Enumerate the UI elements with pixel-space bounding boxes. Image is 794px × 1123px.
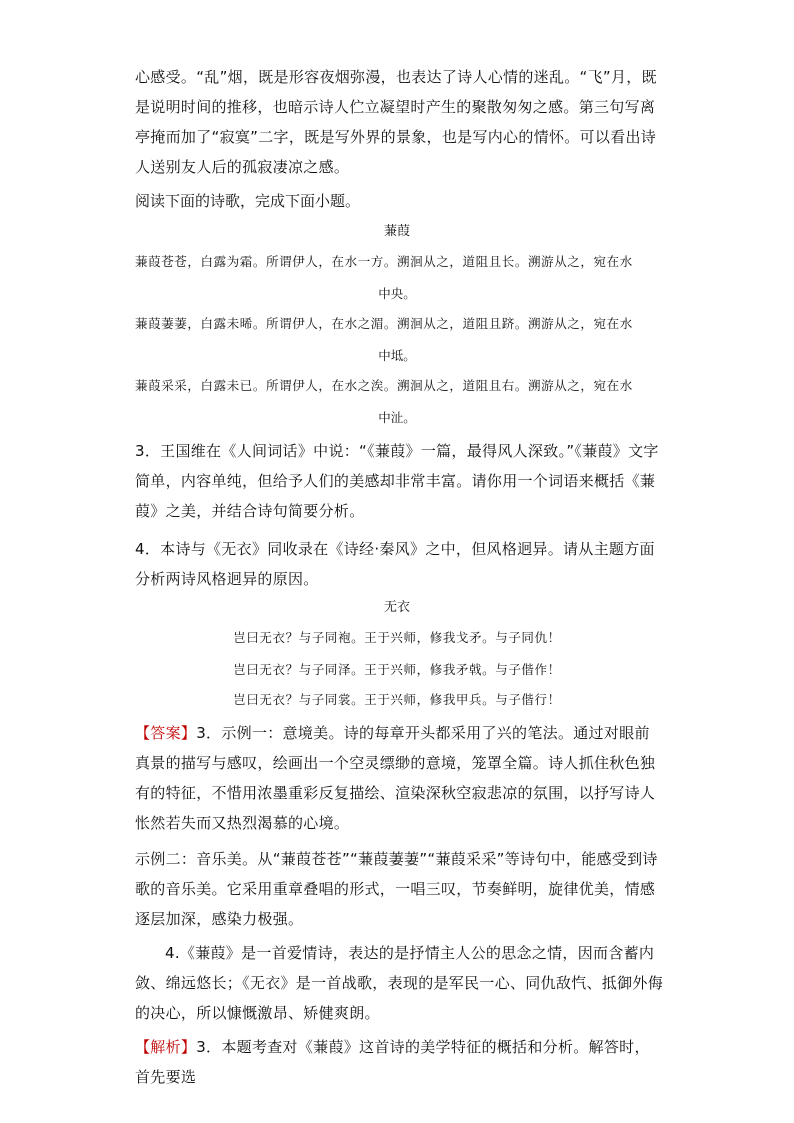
intro-paragraph: 心感受。“乱”烟，既是形容夜烟弥漫，也表达了诗人心情的迷乱。“飞”月，既是说明时间的推移，也暗示诗人伫立凝望时产生的聚散匆匆之感。第三句写离亭掩而加了“寂寞”二字，既是写外界的景象，也是写内心的情怀。可以看出诗人送别友人后的孤寂凄凉之感。 [135, 68, 657, 176]
poem-title-jianjia: 蒹葭 [383, 224, 410, 239]
question-4: 4．本诗与《无衣》同收录在《诗经·秦风》之中，但风格迥异。请从主题方面分析两诗风格迥异的原因。 [135, 540, 655, 588]
poem2-line-3: 岂曰无衣？与子同裳。王于兴师，修我甲兵。与子偕行！ [233, 692, 561, 707]
answer-question-4: 4.《蒹葭》是一首爱情诗，表达的是抒情主人公的思念之情，因而含蓄内敛、绵远悠长；《无衣》是一首战歌，表现的是军民一心、同仇敌忾、抵御外侮的决心，所以慷慨激昂、矫健爽朗。 [135, 944, 664, 1022]
poem-stanza-1-cont: 中央。 [378, 286, 416, 301]
answer-block [135, 718, 665, 838]
poem-title-wuyi: 无衣 [383, 600, 410, 615]
poem-stanza-3-cont: 中沚。 [378, 410, 416, 425]
analysis-block [135, 1032, 665, 1092]
answer-tag: 【答案】 [135, 724, 197, 742]
poem-stanza-3: 蒹葭采采，白露未已。所谓伊人，在水之涘。溯洄从之，道阻且右。溯游从之，宛在水 [135, 378, 633, 393]
reading-instruction: 阅读下面的诗歌，完成下面小题。 [135, 192, 361, 210]
poem-stanza-1: 蒹葭苍苍，白露为霜。所谓伊人，在水一方。溯洄从之，道阻且长。溯游从之，宛在水 [135, 254, 633, 269]
analysis-tag: 【解析】 [135, 1038, 197, 1056]
answer-example-2: 示例二：音乐美。从“蒹葭苍苍”“蒹葭萋萋”“蒹葭采采”等诗句中，能感受到诗歌的音乐美。它采用重章叠唱的形式，一唱三叹，节奏鲜明，旋律优美，情感逐层加深，感染力极强。 [135, 850, 658, 928]
poem-stanza-2: 蒹葭萋萋，白露未晞。所谓伊人，在水之湄。溯洄从之，道阻且跻。溯游从之，宛在水 [135, 316, 633, 331]
question-3: 3．王国维在《人间词话》中说：“《蒹葭》一篇，最得风人深致。”《蒹葭》文字简单，内容单纯，但给予人们的美感却非常丰富。请你用一个词语来概括《蒹葭》之美，并结合诗句简要分析。 [135, 442, 659, 520]
poem2-line-1: 岂曰无衣？与子同袍。王于兴师，修我戈矛。与子同仇！ [233, 630, 561, 645]
poem-stanza-2-cont: 中坻。 [378, 348, 416, 363]
answer-text: 3．示例一：意境美。诗的每章开头都采用了兴的笔法。通过对眼前真景的描写与感叹，绘画出一个空灵缥缈的意境，笼罩全篇。诗人抓住秋色独有的特征，不惜用浓墨重彩反复描绘、渲染深秋空寂悲凉的氛围，以抒写诗人怅然若失而又热烈渴慕的心境。 [135, 724, 656, 832]
analysis-text: 3．本题考查对《蒹葭》这首诗的美学特征的概括和分析。解答时，首先要选 [135, 1038, 650, 1086]
poem2-line-2: 岂曰无衣？与子同泽。王于兴师，修我矛戟。与子偕作！ [233, 662, 561, 677]
